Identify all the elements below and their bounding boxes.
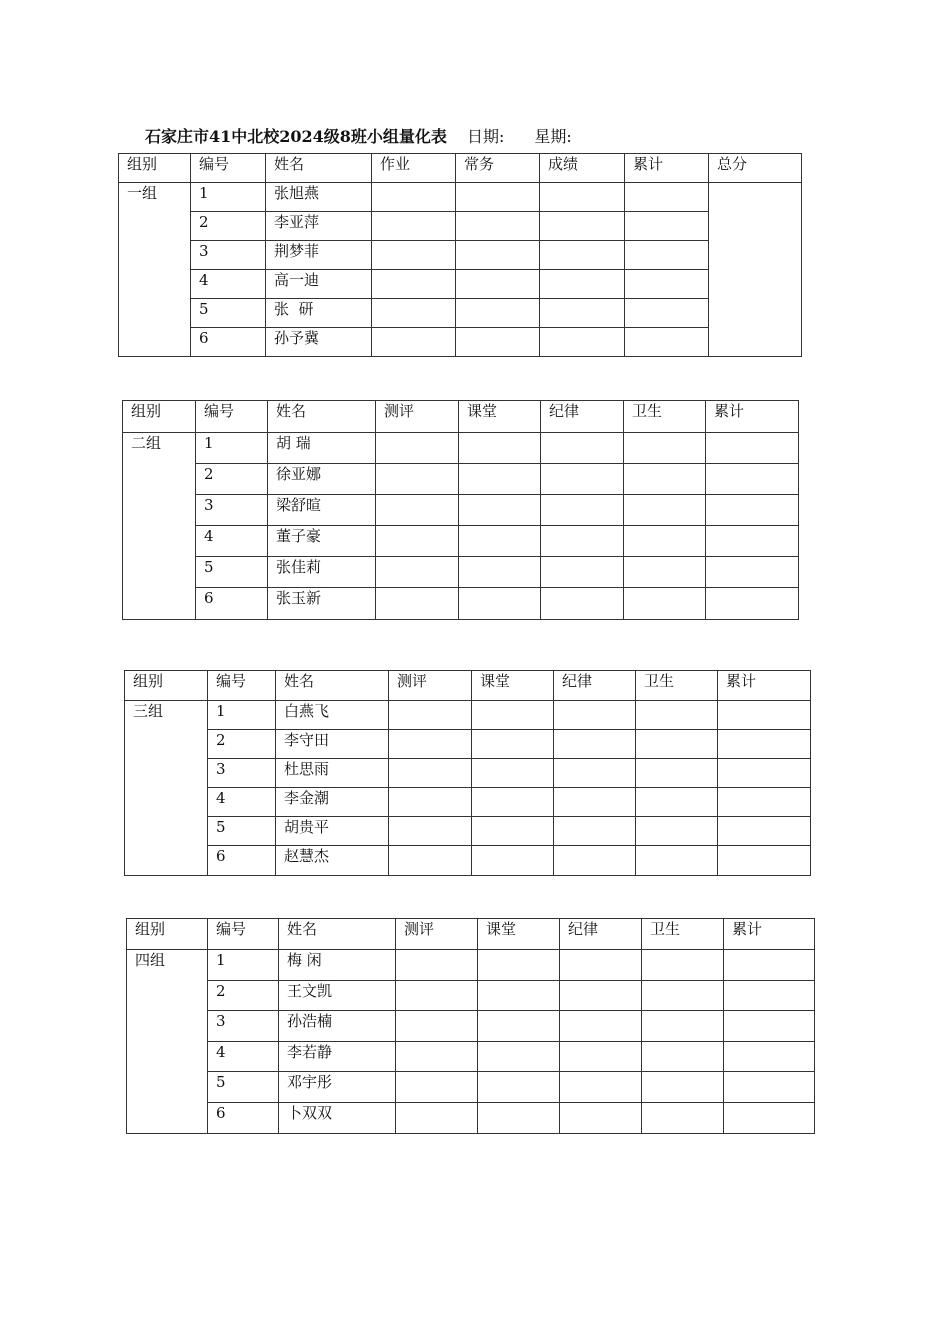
score-cell[interactable] [642, 1042, 724, 1072]
score-cell[interactable] [456, 299, 540, 328]
name-cell: 邓宇彤 [279, 1072, 396, 1103]
header-cell: 常务 [456, 154, 540, 183]
header-cell: 姓名 [279, 919, 396, 950]
number-cell: 2 [208, 730, 276, 759]
score-cell[interactable] [389, 846, 472, 876]
score-cell[interactable] [389, 759, 472, 788]
name-cell: 胡 瑞 [268, 433, 376, 464]
score-cell[interactable] [706, 557, 799, 588]
number-cell: 1 [191, 183, 266, 212]
score-cell[interactable] [642, 1072, 724, 1103]
score-cell[interactable] [456, 241, 540, 270]
score-cell[interactable] [560, 981, 642, 1011]
table-row [127, 1011, 815, 1042]
score-cell[interactable] [636, 730, 718, 759]
header-cell: 累计 [718, 671, 811, 701]
score-cell[interactable] [636, 701, 718, 730]
group-1-table [118, 153, 802, 357]
score-cell[interactable] [625, 270, 709, 299]
score-cell[interactable] [396, 1042, 478, 1072]
score-cell[interactable] [624, 588, 706, 620]
score-cell[interactable] [541, 526, 624, 557]
number-cell: 1 [208, 950, 279, 981]
name-cell: 胡贵平 [276, 817, 389, 846]
score-cell[interactable] [625, 328, 709, 357]
name-cell: 张旭燕 [266, 183, 372, 212]
score-cell[interactable] [642, 1011, 724, 1042]
score-cell[interactable] [624, 464, 706, 495]
score-cell[interactable] [459, 557, 541, 588]
score-cell[interactable] [372, 270, 456, 299]
score-cell[interactable] [389, 788, 472, 817]
header-cell: 姓名 [276, 671, 389, 701]
score-cell[interactable] [540, 299, 625, 328]
score-cell[interactable] [642, 1103, 724, 1134]
title-main: 石家庄市41中北校2024级8班小组量化表 [145, 127, 447, 146]
score-cell[interactable] [472, 846, 554, 876]
score-cell[interactable] [456, 328, 540, 357]
score-cell[interactable] [472, 759, 554, 788]
score-cell[interactable] [624, 433, 706, 464]
header-cell: 编号 [191, 154, 266, 183]
score-cell[interactable] [540, 328, 625, 357]
score-cell[interactable] [389, 817, 472, 846]
score-cell[interactable] [724, 1072, 815, 1103]
header-cell: 累计 [724, 919, 815, 950]
name-cell: 李亚萍 [266, 212, 372, 241]
score-cell[interactable] [554, 788, 636, 817]
score-cell[interactable] [706, 433, 799, 464]
header-row [125, 671, 811, 701]
score-cell[interactable] [554, 730, 636, 759]
name-cell: 赵慧杰 [276, 846, 389, 876]
header-cell: 课堂 [459, 401, 541, 433]
name-cell: 张玉新 [268, 588, 376, 620]
score-cell[interactable] [724, 950, 815, 981]
date-label: 日期: [466, 127, 505, 146]
number-cell: 4 [208, 1042, 279, 1072]
score-cell[interactable] [389, 730, 472, 759]
table-row [127, 1072, 815, 1103]
score-cell[interactable] [642, 950, 724, 981]
header-cell: 卫生 [642, 919, 724, 950]
table-row [119, 299, 802, 328]
header-cell: 累计 [625, 154, 709, 183]
number-cell: 1 [208, 701, 276, 730]
number-cell: 4 [191, 270, 266, 299]
score-cell[interactable] [554, 701, 636, 730]
score-cell[interactable] [472, 788, 554, 817]
score-cell[interactable] [625, 241, 709, 270]
name-cell: 李守田 [276, 730, 389, 759]
score-cell[interactable] [624, 557, 706, 588]
number-cell: 2 [208, 981, 279, 1011]
score-cell[interactable] [554, 759, 636, 788]
header-cell: 姓名 [268, 401, 376, 433]
header-row [127, 919, 815, 950]
number-cell: 4 [208, 788, 276, 817]
score-cell[interactable] [376, 557, 459, 588]
name-cell: 孙予冀 [266, 328, 372, 357]
number-cell: 6 [191, 328, 266, 357]
score-cell[interactable] [718, 730, 811, 759]
header-cell: 编号 [208, 919, 279, 950]
score-cell[interactable] [718, 788, 811, 817]
score-cell[interactable] [478, 1011, 560, 1042]
number-cell: 1 [196, 433, 268, 464]
header-cell: 卫生 [624, 401, 706, 433]
group-label: 一组 [119, 183, 191, 357]
group-label: 二组 [123, 433, 196, 620]
table-row [119, 212, 802, 241]
header-cell: 测评 [376, 401, 459, 433]
table-row [125, 788, 811, 817]
score-cell[interactable] [396, 981, 478, 1011]
number-cell: 5 [196, 557, 268, 588]
header-cell: 姓名 [266, 154, 372, 183]
table-row [123, 495, 799, 526]
score-cell[interactable] [560, 1072, 642, 1103]
name-cell: 卜双双 [279, 1103, 396, 1134]
group-2-table [122, 400, 799, 620]
score-cell[interactable] [396, 1011, 478, 1042]
header-cell: 卫生 [636, 671, 718, 701]
table-row [119, 328, 802, 357]
header-cell: 编号 [208, 671, 276, 701]
score-cell[interactable] [456, 212, 540, 241]
number-cell: 4 [196, 526, 268, 557]
score-cell[interactable] [372, 299, 456, 328]
score-cell[interactable] [724, 1103, 815, 1134]
weekday-label: 星期: [534, 127, 572, 146]
score-cell[interactable] [372, 183, 456, 212]
score-cell[interactable] [389, 701, 472, 730]
table-row [123, 526, 799, 557]
score-cell[interactable] [540, 270, 625, 299]
header-cell: 纪律 [541, 401, 624, 433]
score-cell[interactable] [718, 759, 811, 788]
score-cell[interactable] [459, 464, 541, 495]
score-cell[interactable] [376, 588, 459, 620]
name-cell: 白燕飞 [276, 701, 389, 730]
score-cell[interactable] [540, 241, 625, 270]
score-cell[interactable] [472, 817, 554, 846]
table-row [127, 950, 815, 981]
table-row [125, 701, 811, 730]
score-cell[interactable] [478, 981, 560, 1011]
score-cell[interactable] [636, 846, 718, 876]
document-title [145, 124, 572, 147]
score-cell[interactable] [372, 212, 456, 241]
score-cell[interactable] [718, 817, 811, 846]
header-cell: 累计 [706, 401, 799, 433]
score-cell[interactable] [456, 270, 540, 299]
number-cell: 6 [196, 588, 268, 620]
score-cell[interactable] [560, 1011, 642, 1042]
table-row [119, 241, 802, 270]
score-cell[interactable] [372, 241, 456, 270]
score-cell[interactable] [560, 950, 642, 981]
name-cell: 张 研 [266, 299, 372, 328]
total-score-cell[interactable] [709, 183, 802, 357]
score-cell[interactable] [372, 328, 456, 357]
table-row [123, 433, 799, 464]
score-cell[interactable] [541, 588, 624, 620]
group-3-table [124, 670, 811, 876]
score-cell[interactable] [560, 1042, 642, 1072]
score-cell[interactable] [396, 1072, 478, 1103]
score-cell[interactable] [554, 817, 636, 846]
header-cell: 组别 [127, 919, 208, 950]
score-cell[interactable] [642, 981, 724, 1011]
score-cell[interactable] [459, 433, 541, 464]
header-cell: 组别 [123, 401, 196, 433]
score-cell[interactable] [636, 788, 718, 817]
score-cell[interactable] [541, 433, 624, 464]
score-cell[interactable] [396, 950, 478, 981]
score-cell[interactable] [706, 526, 799, 557]
score-cell[interactable] [636, 759, 718, 788]
score-cell[interactable] [376, 464, 459, 495]
number-cell: 6 [208, 846, 276, 876]
header-cell: 测评 [389, 671, 472, 701]
number-cell: 5 [208, 1072, 279, 1103]
header-cell: 纪律 [554, 671, 636, 701]
number-cell: 3 [208, 1011, 279, 1042]
header-cell: 课堂 [478, 919, 560, 950]
name-cell: 张佳莉 [268, 557, 376, 588]
score-cell[interactable] [718, 701, 811, 730]
number-cell: 3 [196, 495, 268, 526]
name-cell: 王文凯 [279, 981, 396, 1011]
header-cell: 总分 [709, 154, 802, 183]
group-label: 四组 [127, 950, 208, 1134]
name-cell: 梁舒暄 [268, 495, 376, 526]
table-row [125, 846, 811, 876]
header-cell: 作业 [372, 154, 456, 183]
score-cell[interactable] [625, 299, 709, 328]
name-cell: 徐亚娜 [268, 464, 376, 495]
header-cell: 成绩 [540, 154, 625, 183]
score-cell[interactable] [478, 950, 560, 981]
score-cell[interactable] [625, 212, 709, 241]
score-cell[interactable] [706, 495, 799, 526]
table-row [119, 183, 802, 212]
header-cell: 组别 [119, 154, 191, 183]
name-cell: 孙浩楠 [279, 1011, 396, 1042]
header-cell: 测评 [396, 919, 478, 950]
score-cell[interactable] [456, 183, 540, 212]
score-cell[interactable] [472, 701, 554, 730]
name-cell: 李若静 [279, 1042, 396, 1072]
table-row [123, 464, 799, 495]
score-cell[interactable] [396, 1103, 478, 1134]
name-cell: 杜思雨 [276, 759, 389, 788]
table-row [127, 1042, 815, 1072]
table-row [127, 1103, 815, 1134]
score-cell[interactable] [541, 464, 624, 495]
score-cell[interactable] [376, 433, 459, 464]
number-cell: 5 [191, 299, 266, 328]
score-cell[interactable] [625, 183, 709, 212]
score-cell[interactable] [718, 846, 811, 876]
score-cell[interactable] [459, 526, 541, 557]
score-cell[interactable] [540, 183, 625, 212]
table-row [123, 557, 799, 588]
score-cell[interactable] [724, 1011, 815, 1042]
header-cell: 组别 [125, 671, 208, 701]
table-row [127, 981, 815, 1011]
score-cell[interactable] [472, 730, 554, 759]
score-cell[interactable] [541, 557, 624, 588]
number-cell: 2 [196, 464, 268, 495]
score-cell[interactable] [459, 588, 541, 620]
score-cell[interactable] [478, 1103, 560, 1134]
score-cell[interactable] [541, 495, 624, 526]
score-cell[interactable] [376, 526, 459, 557]
table-row [125, 817, 811, 846]
score-cell[interactable] [459, 495, 541, 526]
score-cell[interactable] [478, 1042, 560, 1072]
header-cell: 课堂 [472, 671, 554, 701]
score-cell[interactable] [724, 1042, 815, 1072]
group-label: 三组 [125, 701, 208, 876]
header-row [119, 154, 802, 183]
score-cell[interactable] [376, 495, 459, 526]
score-cell[interactable] [724, 981, 815, 1011]
name-cell: 荆梦菲 [266, 241, 372, 270]
score-cell[interactable] [624, 526, 706, 557]
score-cell[interactable] [636, 817, 718, 846]
name-cell: 梅 闲 [279, 950, 396, 981]
number-cell: 2 [191, 212, 266, 241]
score-cell[interactable] [540, 212, 625, 241]
score-cell[interactable] [706, 588, 799, 620]
score-cell[interactable] [560, 1103, 642, 1134]
group-4-table [126, 918, 815, 1134]
table-row [123, 588, 799, 620]
header-cell: 编号 [196, 401, 268, 433]
table-row [125, 759, 811, 788]
score-cell[interactable] [624, 495, 706, 526]
number-cell: 3 [208, 759, 276, 788]
name-cell: 李金潮 [276, 788, 389, 817]
number-cell: 3 [191, 241, 266, 270]
header-row [123, 401, 799, 433]
score-cell[interactable] [706, 464, 799, 495]
name-cell: 高一迪 [266, 270, 372, 299]
header-cell: 纪律 [560, 919, 642, 950]
number-cell: 5 [208, 817, 276, 846]
score-cell[interactable] [554, 846, 636, 876]
table-row [125, 730, 811, 759]
table-row [119, 270, 802, 299]
score-cell[interactable] [478, 1072, 560, 1103]
name-cell: 董子豪 [268, 526, 376, 557]
number-cell: 6 [208, 1103, 279, 1134]
